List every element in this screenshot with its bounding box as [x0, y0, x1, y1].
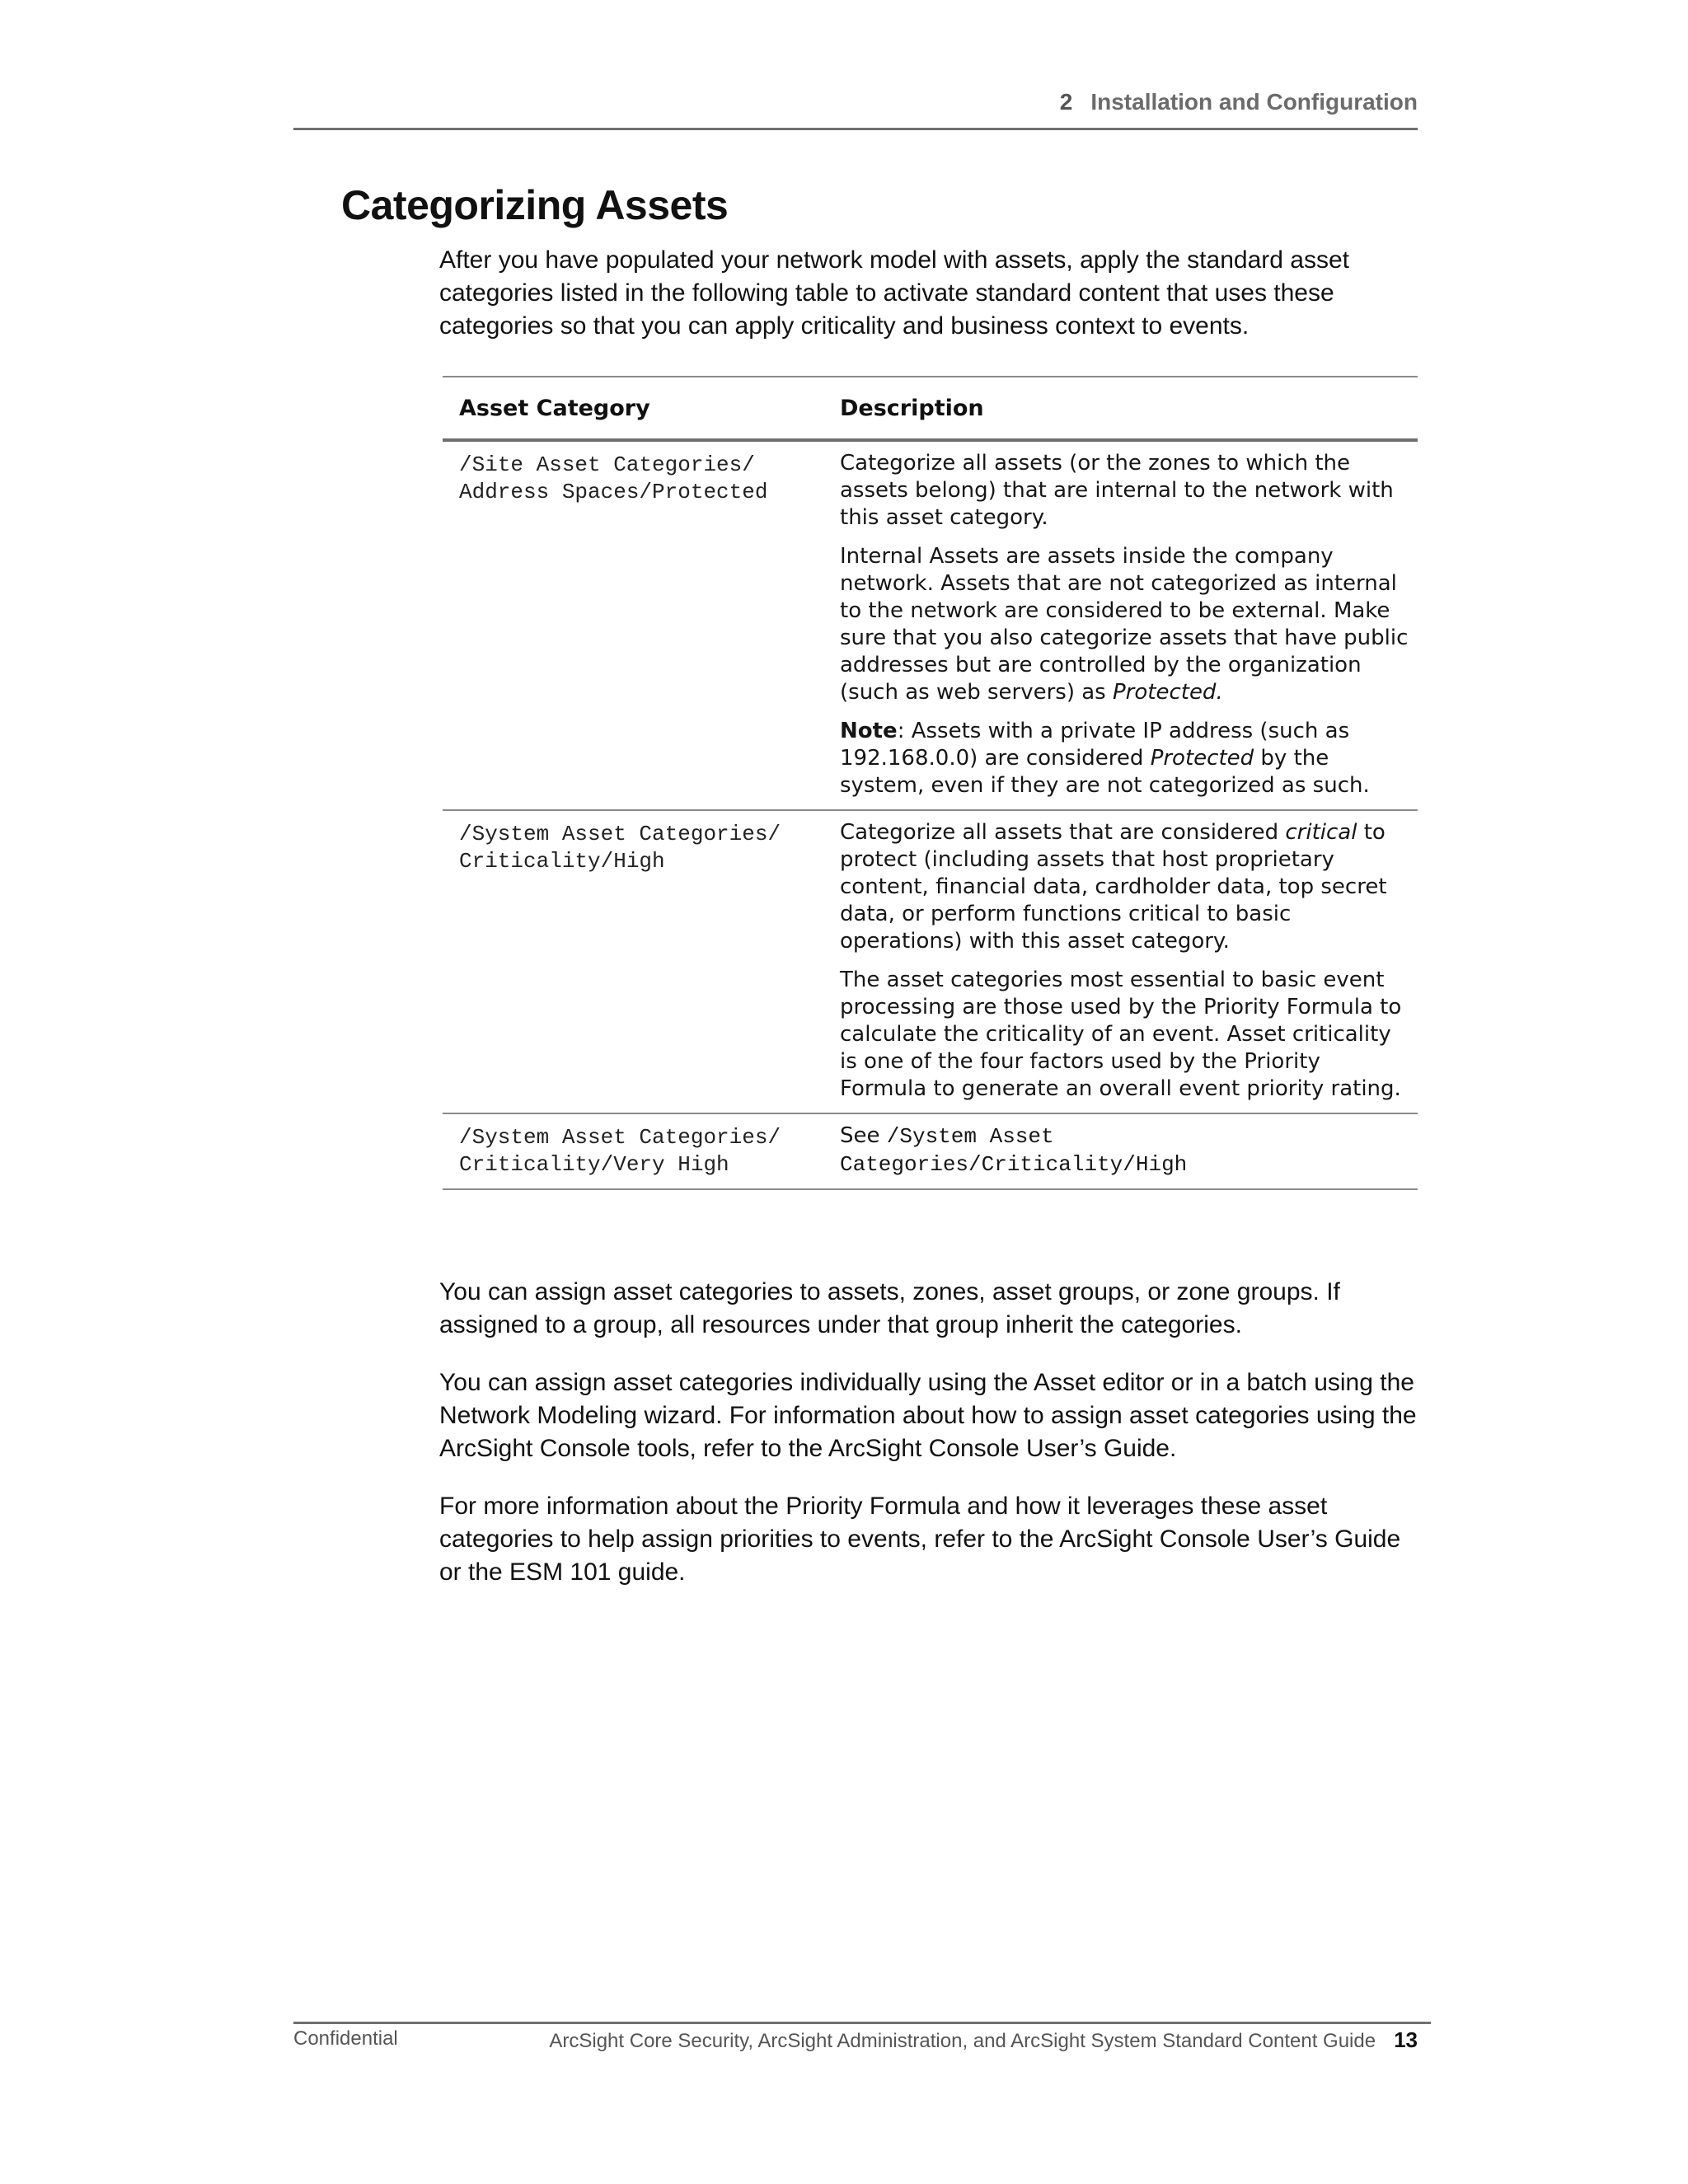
description-paragraph: The asset categories most essential to basic event processing are those used by the Priority Formula to calculate the criticality of an event. Asset criticality is one of the four factors used by the Priority Formula to generate an overall event priority rating. [840, 968, 1402, 1101]
description-paragraph: Categorize all assets (or the zones to which the assets belong) that are internal to the network with this asset category. [840, 451, 1394, 530]
emphasis-text: critical [1285, 820, 1357, 845]
body-paragraph: For more information about the Priority Formula and how it leverages these asset categories to help assign priorities to events, refer to the ArcSight Console User’s Guide or the ESM 101 guide. [439, 1493, 1401, 1586]
description-text: Categorize all assets that are considered [840, 820, 1286, 845]
footer-guide-title [495, 2027, 1418, 2053]
category-cell: /System Asset Categories/ Criticality/High [459, 822, 781, 874]
note-label: Note [840, 719, 898, 743]
description-cell [840, 1114, 1418, 1188]
header-divider [293, 128, 1418, 130]
description-paragraph [840, 543, 1411, 706]
emphasis-text: Protected [1150, 746, 1254, 771]
chapter-title: Installation and Configuration [1090, 89, 1418, 115]
note-paragraph [840, 718, 1411, 799]
table-row [443, 1114, 1418, 1188]
guide-title: ArcSight Core Security, ArcSight Administration, and ArcSight System Standard Content Guide [549, 2030, 1376, 2052]
table-bottom-rule [443, 1188, 1418, 1190]
asset-category-table [443, 376, 1418, 1190]
table-row [443, 442, 1418, 809]
column-header-category: Asset Category [459, 395, 650, 421]
note-text: : Assets with a private IP address (such as 192.168.0.0) are considered [840, 719, 1350, 771]
note-text: by the system, even if they are not categorized as such. [840, 746, 1370, 798]
emphasis-text: Protected. [1112, 680, 1223, 705]
description-cell [840, 442, 1418, 809]
description-text: See [840, 1123, 887, 1148]
chapter-number: 2 [1059, 89, 1073, 115]
section-title: Categorizing Assets [341, 182, 729, 228]
body-paragraph: You can assign asset categories to assets, zones, asset groups, or zone groups. If assigned to a group, all resources under that group inherit the categories. [439, 1278, 1340, 1338]
footer-divider [293, 2022, 1431, 2024]
description-text: to protect (including assets that host proprietary content, financial data, cardholder data, top secret data, or perform functions critical to basic operations) with this asset category. [840, 820, 1387, 954]
page-number: 13 [1394, 2027, 1418, 2052]
table-row [443, 811, 1418, 1113]
running-header [293, 89, 1418, 115]
description-paragraph [840, 819, 1411, 955]
column-header-description: Description [840, 395, 984, 421]
table-header-row [443, 377, 1418, 438]
description-paragraph [840, 1122, 1411, 1179]
confidential-label: Confidential [293, 2027, 398, 2050]
description-text: Internal Assets are assets inside the company network. Assets that are not categorized as internal to the network are considered to be external. Make sure that you also categorize assets that have public addresses but are controlled by the organization (such as web servers) as [840, 544, 1409, 705]
category-cell: /System Asset Categories/ Criticality/Very High [459, 1125, 781, 1177]
description-cell [840, 811, 1418, 1113]
body-paragraph: You can assign asset categories individually using the Asset editor or in a batch using the Network Modeling wizard. For information about how to assign asset categories using the ArcSight Console tools, refer to the ArcSight Console User’s Guide. [439, 1369, 1417, 1462]
category-cell: /Site Asset Categories/ Address Spaces/Protected [459, 452, 768, 504]
intro-paragraph: After you have populated your network model with assets, apply the standard asset categories listed in the following table to activate standard content that uses these categories so that you can apply criticality and business context to events. [439, 246, 1349, 340]
cross-reference-code: /System Asset Categories/Criticality/High [840, 1124, 1188, 1177]
